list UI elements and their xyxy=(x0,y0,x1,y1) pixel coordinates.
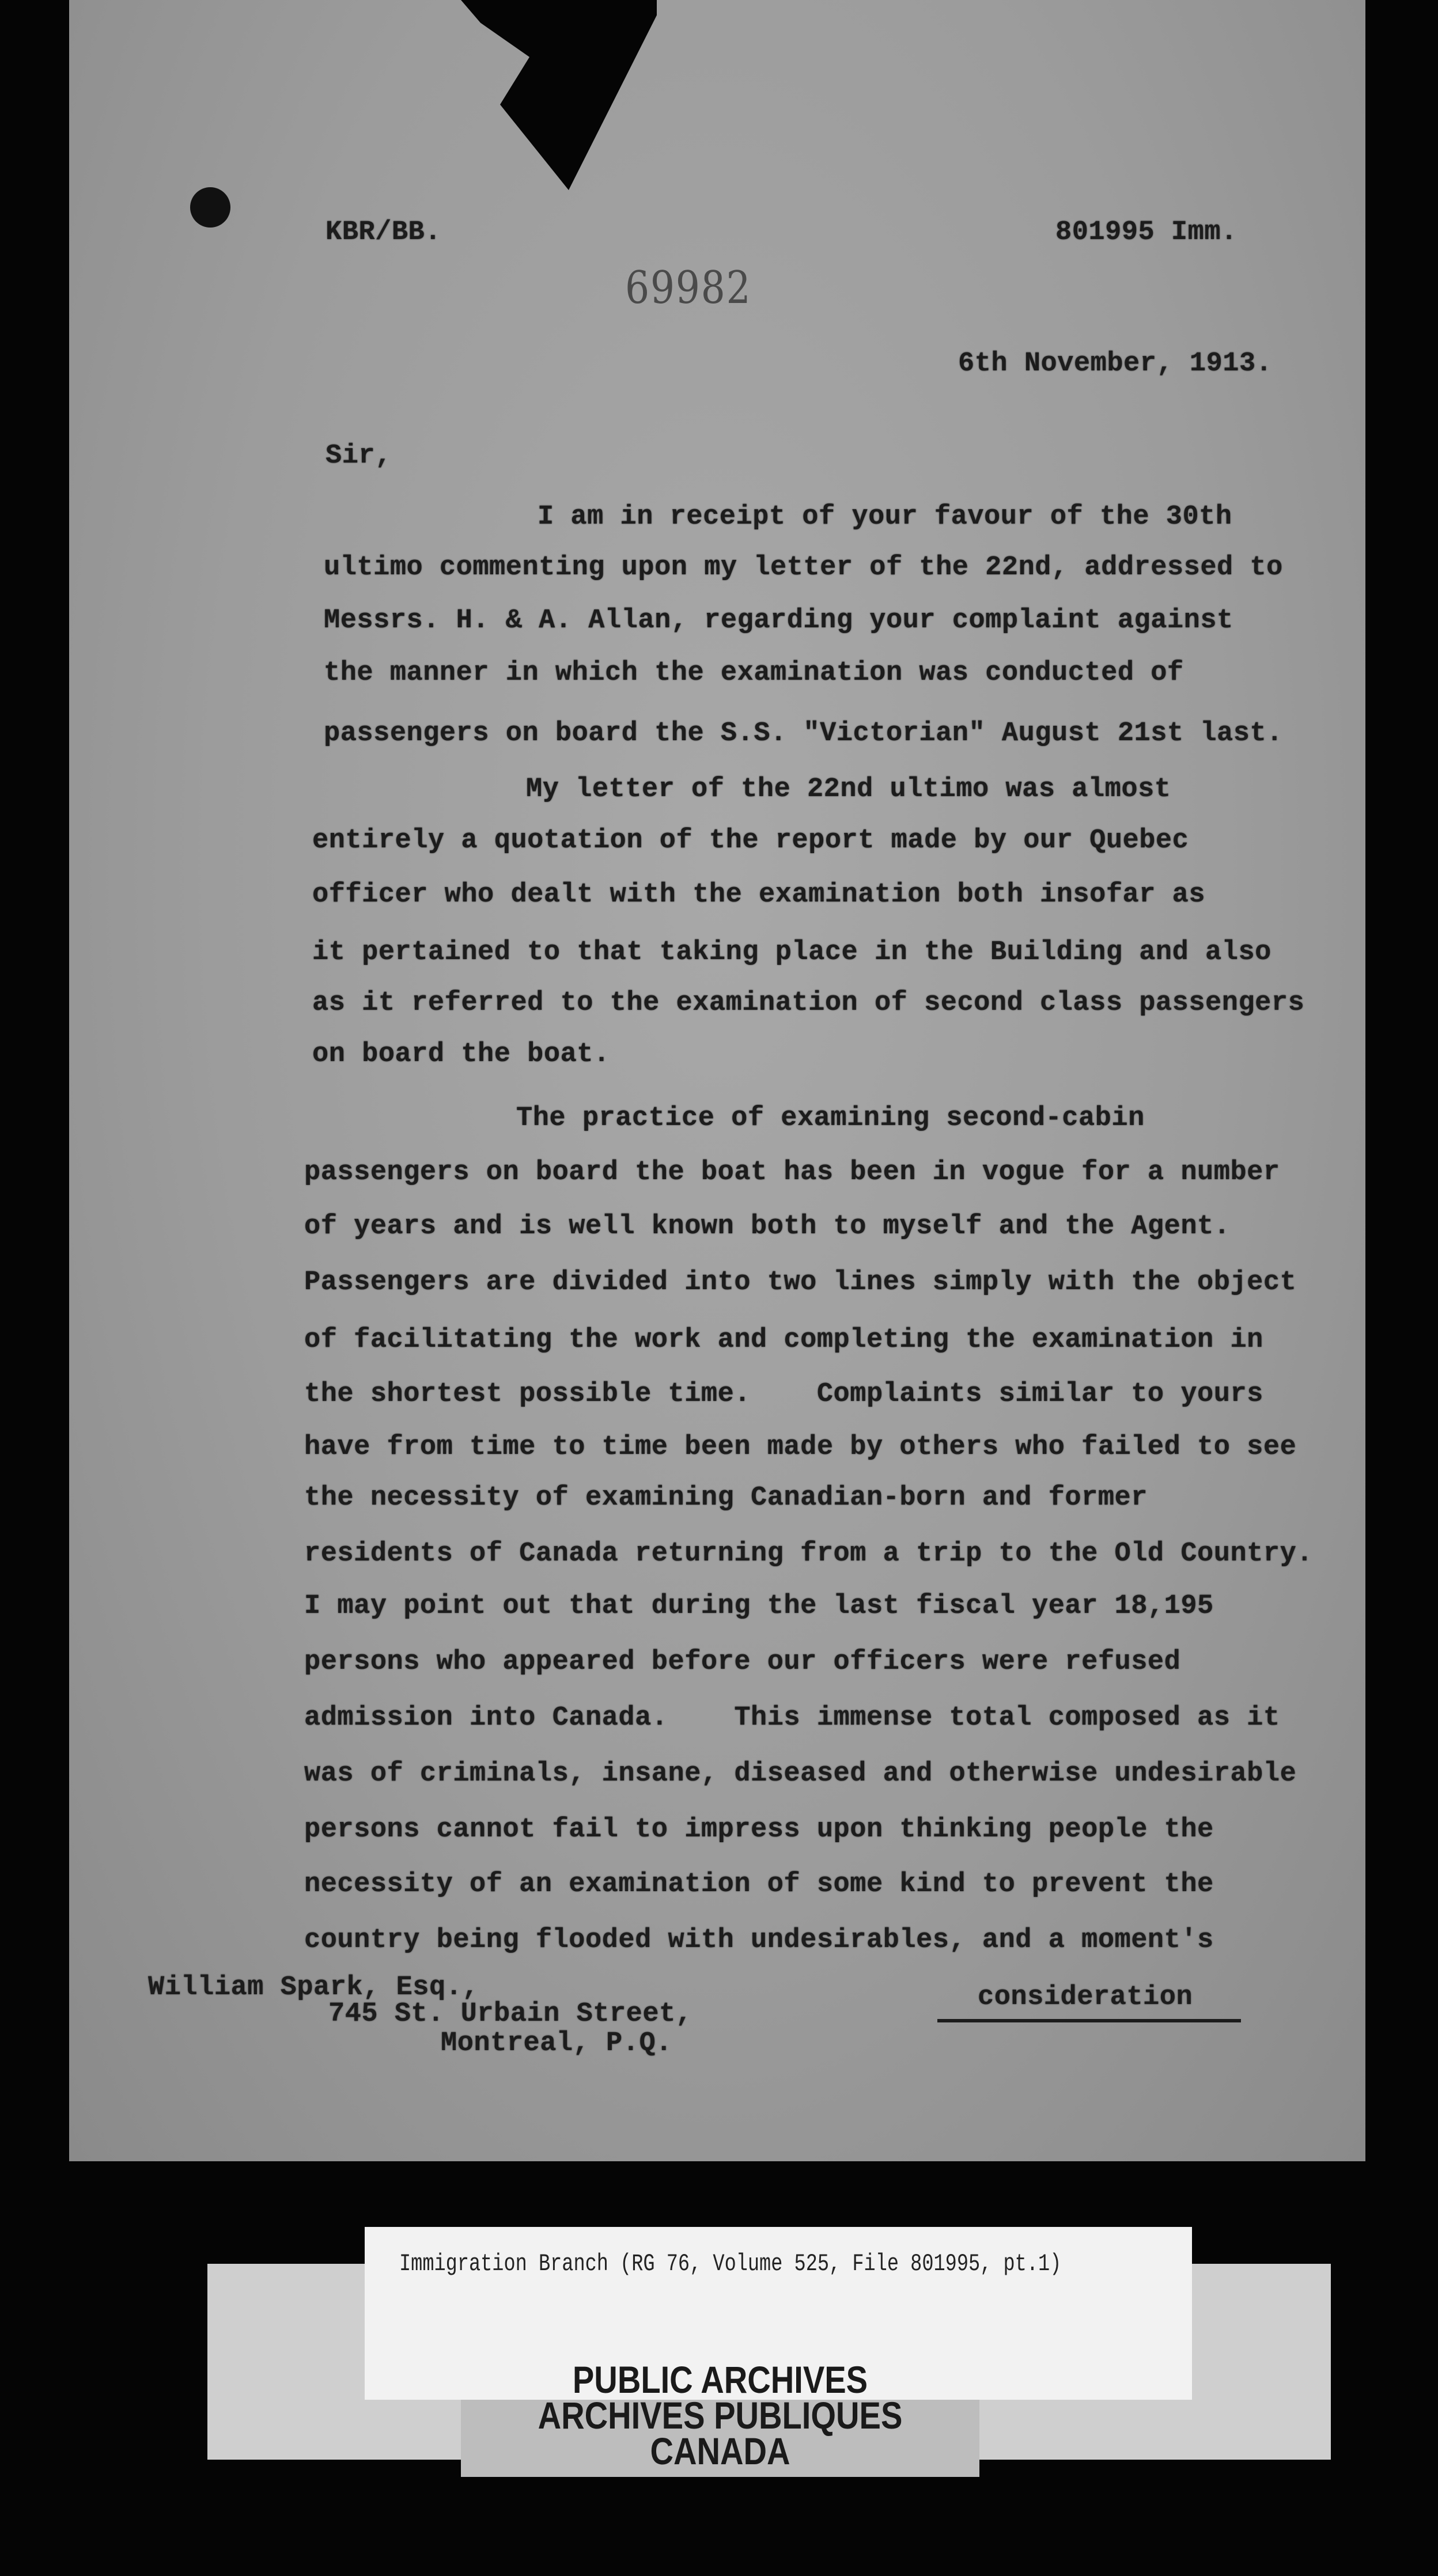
letter-date: 6th November, 1913. xyxy=(958,348,1273,379)
reference-right: 801995 Imm. xyxy=(1055,217,1238,248)
body-line: I may point out that during the last fiscal year 18,195 xyxy=(304,1591,1214,1622)
catchword-underline xyxy=(937,2019,1241,2022)
stamped-number: 69982 xyxy=(625,262,752,314)
body-line: necessity of an examination of some kind to prevent the xyxy=(304,1869,1214,1900)
body-line: the manner in which the examination was conducted of xyxy=(324,658,1184,688)
body-line: residents of Canada returning from a trip to the Old Country. xyxy=(304,1539,1313,1569)
body-line: Messrs. H. & A. Allan, regarding your complaint against xyxy=(324,605,1233,636)
archive-stamp-line: PUBLIC ARCHIVES xyxy=(572,2358,868,2401)
body-line: was of criminals, insane, diseased and otherwise undesirable xyxy=(304,1759,1297,1789)
body-line: the necessity of examining Canadian-born and former xyxy=(304,1483,1148,1513)
body-line: The practice of examining second-cabin xyxy=(516,1103,1145,1134)
body-line: the shortest possible time. Complaints similar to yours xyxy=(304,1379,1263,1410)
body-line: as it referred to the examination of second class passengers xyxy=(312,988,1305,1018)
body-line: passengers on board the boat has been in vogue for a number xyxy=(304,1157,1280,1188)
catchword: consideration xyxy=(978,1982,1193,2013)
archive-label-text: Immigration Branch (RG 76, Volume 525, File 801995, pt.1) xyxy=(399,2250,1062,2278)
body-line: country being flooded with undesirables, and a moment's xyxy=(304,1925,1214,1956)
salutation: Sir, xyxy=(326,441,392,471)
body-line: have from time to time been made by others who failed to see xyxy=(304,1432,1297,1463)
body-line: it pertained to that taking place in the Building and also xyxy=(312,937,1272,968)
addressee-city: Montreal, P.Q. xyxy=(441,2028,672,2059)
body-line: entirely a quotation of the report made by our Quebec xyxy=(312,825,1189,856)
archive-stamp xyxy=(524,2358,916,2472)
addressee-name: William Spark, Esq., xyxy=(148,1972,479,2003)
body-line: ultimo commenting upon my letter of the 22nd, addressed to xyxy=(324,552,1283,583)
reference-left: KBR/BB. xyxy=(326,217,441,248)
body-line: Passengers are divided into two lines simply with the object xyxy=(304,1267,1297,1298)
body-line: I am in receipt of your favour of the 30th xyxy=(538,502,1232,532)
punch-hole xyxy=(190,187,230,228)
archive-stamp-line: CANADA xyxy=(650,2430,790,2472)
body-line: on board the boat. xyxy=(312,1039,610,1070)
body-line: of years and is well known both to myself and the Agent. xyxy=(304,1211,1231,1242)
body-line: My letter of the 22nd ultimo was almost xyxy=(526,774,1171,805)
body-line: passengers on board the S.S. "Victorian" August 21st last. xyxy=(324,718,1283,749)
body-line: persons cannot fail to impress upon thinking people the xyxy=(304,1814,1214,1845)
body-line: officer who dealt with the examination both insofar as xyxy=(312,880,1206,910)
archive-stamp-line: ARCHIVES PUBLIQUES xyxy=(538,2394,903,2437)
body-line: admission into Canada. This immense total composed as it xyxy=(304,1703,1280,1733)
addressee-street: 745 St. Urbain Street, xyxy=(328,1999,692,2029)
body-line: of facilitating the work and completing the examination in xyxy=(304,1325,1263,1355)
body-line: persons who appeared before our officers were refused xyxy=(304,1647,1181,1677)
